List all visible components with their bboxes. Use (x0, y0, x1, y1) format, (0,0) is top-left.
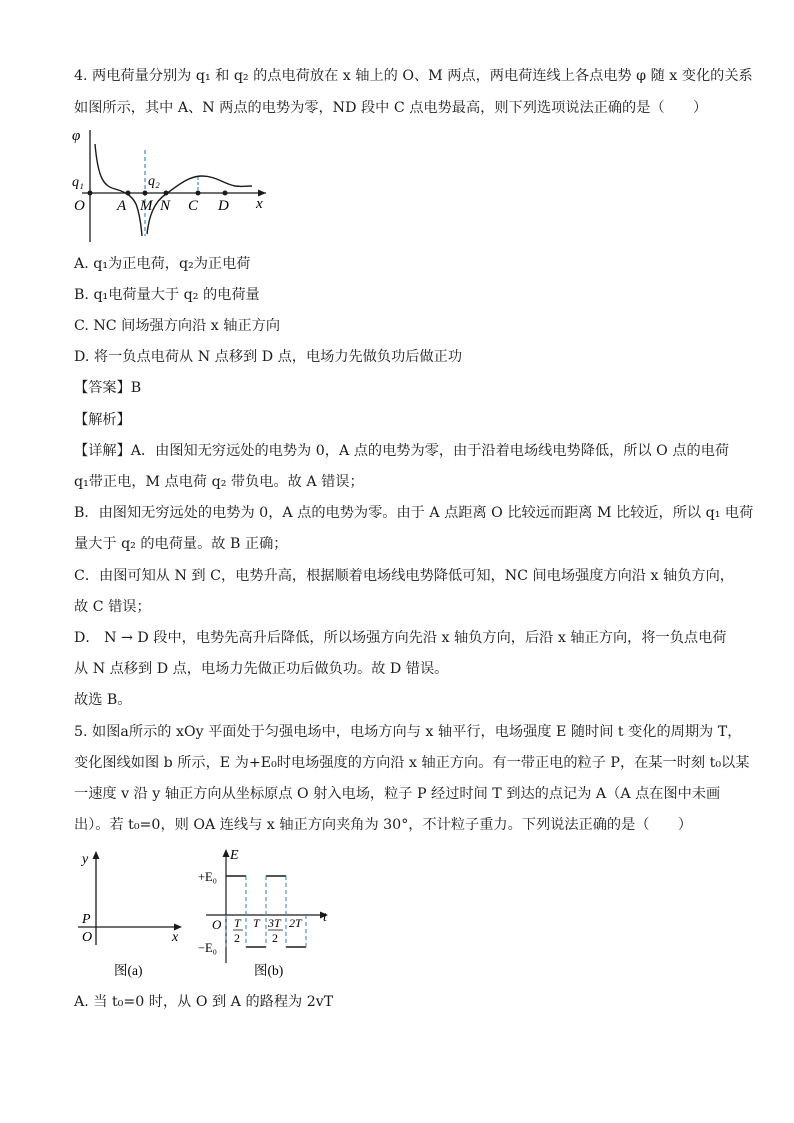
q4-detail-line4: 量大于 q₂ 的电荷量。故 B 正确； (74, 536, 288, 552)
q4-option-b: B. q₁电荷量大于 q₂ 的电荷量 (74, 287, 260, 303)
q4-detail-line3: B．由图知无穷远处的电势为 0，A 点的电势为零。由于 A 点距离 O 比较远而距离 M 比较近，所以 q₁ 电荷 (74, 505, 754, 521)
q5-figure-a (74, 845, 194, 985)
fig-b-t-label: t (323, 910, 327, 925)
q5-stem-line4: 出）。若 t₀=0，则 OA 连线与 x 轴正方向夹角为 30°，不计粒子重力。下列说法正确的是（ ） (74, 817, 693, 833)
fig-a-p-label: P (82, 912, 91, 927)
fig-b-tick-t2-den: 2 (234, 931, 240, 945)
q4-detail-line1: 【详解】A．由图知无穷远处的电势为 0，A 点的电势为零，由于沿着电场线电势降低，所以 O 点的电荷 (74, 443, 730, 459)
fig-b-e-label: E (230, 848, 239, 863)
q4-detail-line5: C．由图可知从 N 到 C，电势升高，根据顺着电场线电势降低可知，NC 间电场强度方向沿 x 轴负方向， (74, 568, 734, 584)
point-m-label: M (140, 198, 153, 214)
fig-b-o-label: O (212, 917, 222, 932)
fig-b-tick-2t: 2T (289, 916, 302, 930)
q4-detail-line8: 从 N 点移到 D 点，电场力先做正功后做负功。故 D 错误。 (74, 661, 449, 677)
q5-figure-b (196, 845, 356, 985)
q4-analysis-tag: 【解析】 (74, 412, 131, 428)
fig-a-o-label: O (82, 930, 93, 945)
q5-stem-line3: 一速度 v 沿 y 轴正方向从坐标原点 O 射入电场，粒子 P 经过时间 T 到达的点记为 A（A 点在图中未画 (74, 786, 721, 802)
q4-potential-graph (70, 124, 280, 244)
point-d-label: D (218, 198, 229, 214)
fig-a-caption: 图(a) (114, 963, 143, 978)
fig-b-pos-label: +E₀ (198, 870, 218, 884)
phi-axis-label: φ (72, 128, 81, 144)
q4-answer: 【答案】B (74, 380, 142, 396)
fig-b-tick-3t2-den: 2 (272, 931, 278, 945)
fig-a-y-label: y (82, 852, 89, 867)
fig-b-tick-t: T (253, 916, 260, 930)
q2-label: q₂ (148, 174, 160, 189)
point-a-label: A (117, 198, 127, 214)
q4-detail-line6: 故 C 错误； (74, 599, 151, 615)
fig-b-neg-label: −E₀ (198, 941, 218, 955)
point-c-label: C (188, 198, 199, 214)
q1-label: q₁ (72, 175, 84, 190)
q5-option-a: A. 当 t₀=0 时，从 O 到 A 的路程为 2vT (74, 994, 334, 1010)
q4-detail-line7: D． N → D 段中，电势先高升后降低，所以场强方向先沿 x 轴负方向，后沿 x 轴正方向，将一负点电荷 (74, 630, 727, 646)
q4-conclusion: 故选 B。 (74, 692, 132, 708)
fig-b-caption: 图(b) (254, 963, 284, 978)
point-o-label: O (74, 198, 85, 214)
q4-option-d: D. 将一负点电荷从 N 点移到 D 点，电场力先做负功后做正功 (74, 349, 463, 365)
fig-b-tick-t2-num: T (234, 916, 241, 930)
point-n-label: N (160, 198, 171, 214)
q4-option-c: C. NC 间场强方向沿 x 轴正方向 (74, 318, 281, 334)
q5-stem-line2: 变化图线如图 b 所示，E 为+E₀时电场强度的方向沿 x 轴正方向。有一带正电的粒子 P，在某一时刻 t₀以某 (74, 755, 750, 771)
q4-stem-line2: 如图所示，其中 A、N 两点的电势为零，ND 段中 C 点电势最高，则下列选项说法正确的是（ ） (74, 100, 708, 116)
fig-a-x-label: x (172, 930, 179, 945)
x-axis-label: x (256, 196, 263, 212)
fig-b-tick-3t2-num: 3T (268, 916, 281, 930)
q5-stem-line1: 5. 如图a所示的 xOy 平面处于匀强电场中，电场方向与 x 轴平行，电场强度 E 随时间 t 变化的周期为 T， (74, 724, 742, 740)
q4-stem-line1: 4. 两电荷量分别为 q₁ 和 q₂ 的点电荷放在 x 轴上的 O、M 两点，两电荷连线上各点电势 φ 随 x 变化的关系 (74, 68, 753, 84)
q4-detail-line2: q₁带正电，M 点电荷 q₂ 带负电。故 A 错误； (74, 474, 364, 490)
q4-option-a: A. q₁为正电荷，q₂为正电荷 (74, 256, 251, 272)
